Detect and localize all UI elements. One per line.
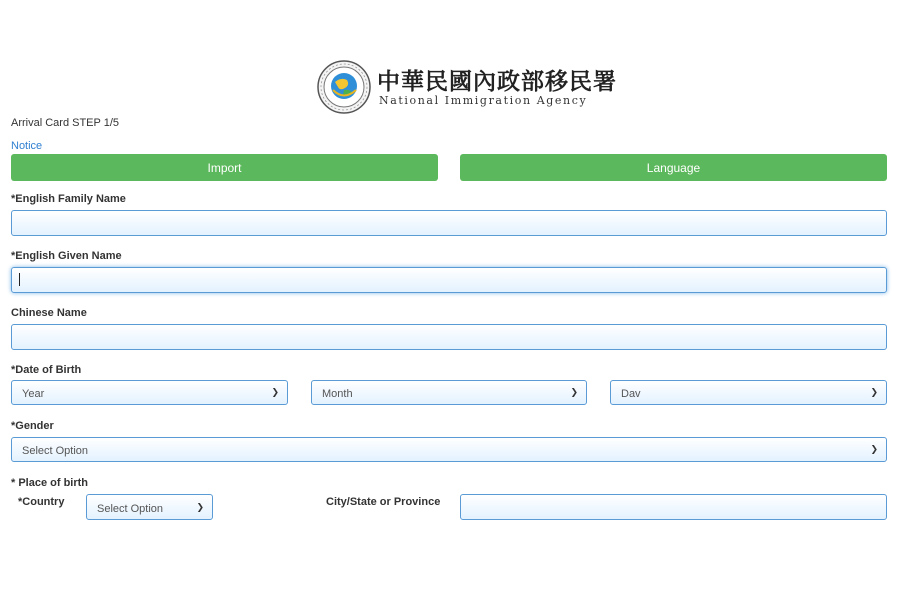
page-title: Arrival Card STEP 1/5 xyxy=(11,117,120,129)
gender-select[interactable] xyxy=(11,437,887,462)
city-label: City/State or Province xyxy=(326,496,441,508)
birth-day-value: Dav xyxy=(621,388,641,400)
given-name-label: *English Given Name xyxy=(11,250,122,262)
birth-month-value: Month xyxy=(322,388,353,400)
country-value: Select Option xyxy=(97,502,164,515)
agency-chinese-name: 中華民國內政部移民署 xyxy=(377,68,617,95)
chinese-name-input[interactable] xyxy=(11,324,887,350)
gender-label: *Gender xyxy=(11,420,54,432)
chevron-down-icon: ❯ xyxy=(196,501,204,512)
gender-value: Select Option xyxy=(22,445,89,457)
date-of-birth-label: *Date of Birth xyxy=(11,364,82,376)
family-name-label: *English Family Name xyxy=(11,193,126,205)
agency-english-name: National Immigration Agency xyxy=(379,94,588,107)
country-select[interactable] xyxy=(86,494,213,520)
birth-year-select[interactable] xyxy=(11,380,288,405)
chevron-down-icon: ❯ xyxy=(870,444,878,454)
chevron-down-icon: ❯ xyxy=(870,387,878,397)
agency-seal-icon xyxy=(317,60,371,114)
birth-month-select[interactable] xyxy=(311,380,587,405)
city-input[interactable] xyxy=(460,494,887,520)
text-cursor xyxy=(19,273,20,286)
place-of-birth-label: * Place of birth xyxy=(11,477,89,489)
chinese-name-label: Chinese Name xyxy=(11,307,87,319)
language-button[interactable]: Language xyxy=(460,154,887,181)
import-button[interactable]: Import xyxy=(11,154,438,181)
chevron-down-icon: ❯ xyxy=(570,387,578,397)
family-name-input[interactable] xyxy=(11,210,887,236)
birth-day-select[interactable] xyxy=(610,380,887,405)
birth-year-value: Year xyxy=(22,388,45,400)
notice-link[interactable]: Notice xyxy=(11,140,43,152)
country-label: *Country xyxy=(18,496,65,508)
given-name-input[interactable] xyxy=(11,267,887,293)
chevron-down-icon: ❯ xyxy=(271,387,279,397)
